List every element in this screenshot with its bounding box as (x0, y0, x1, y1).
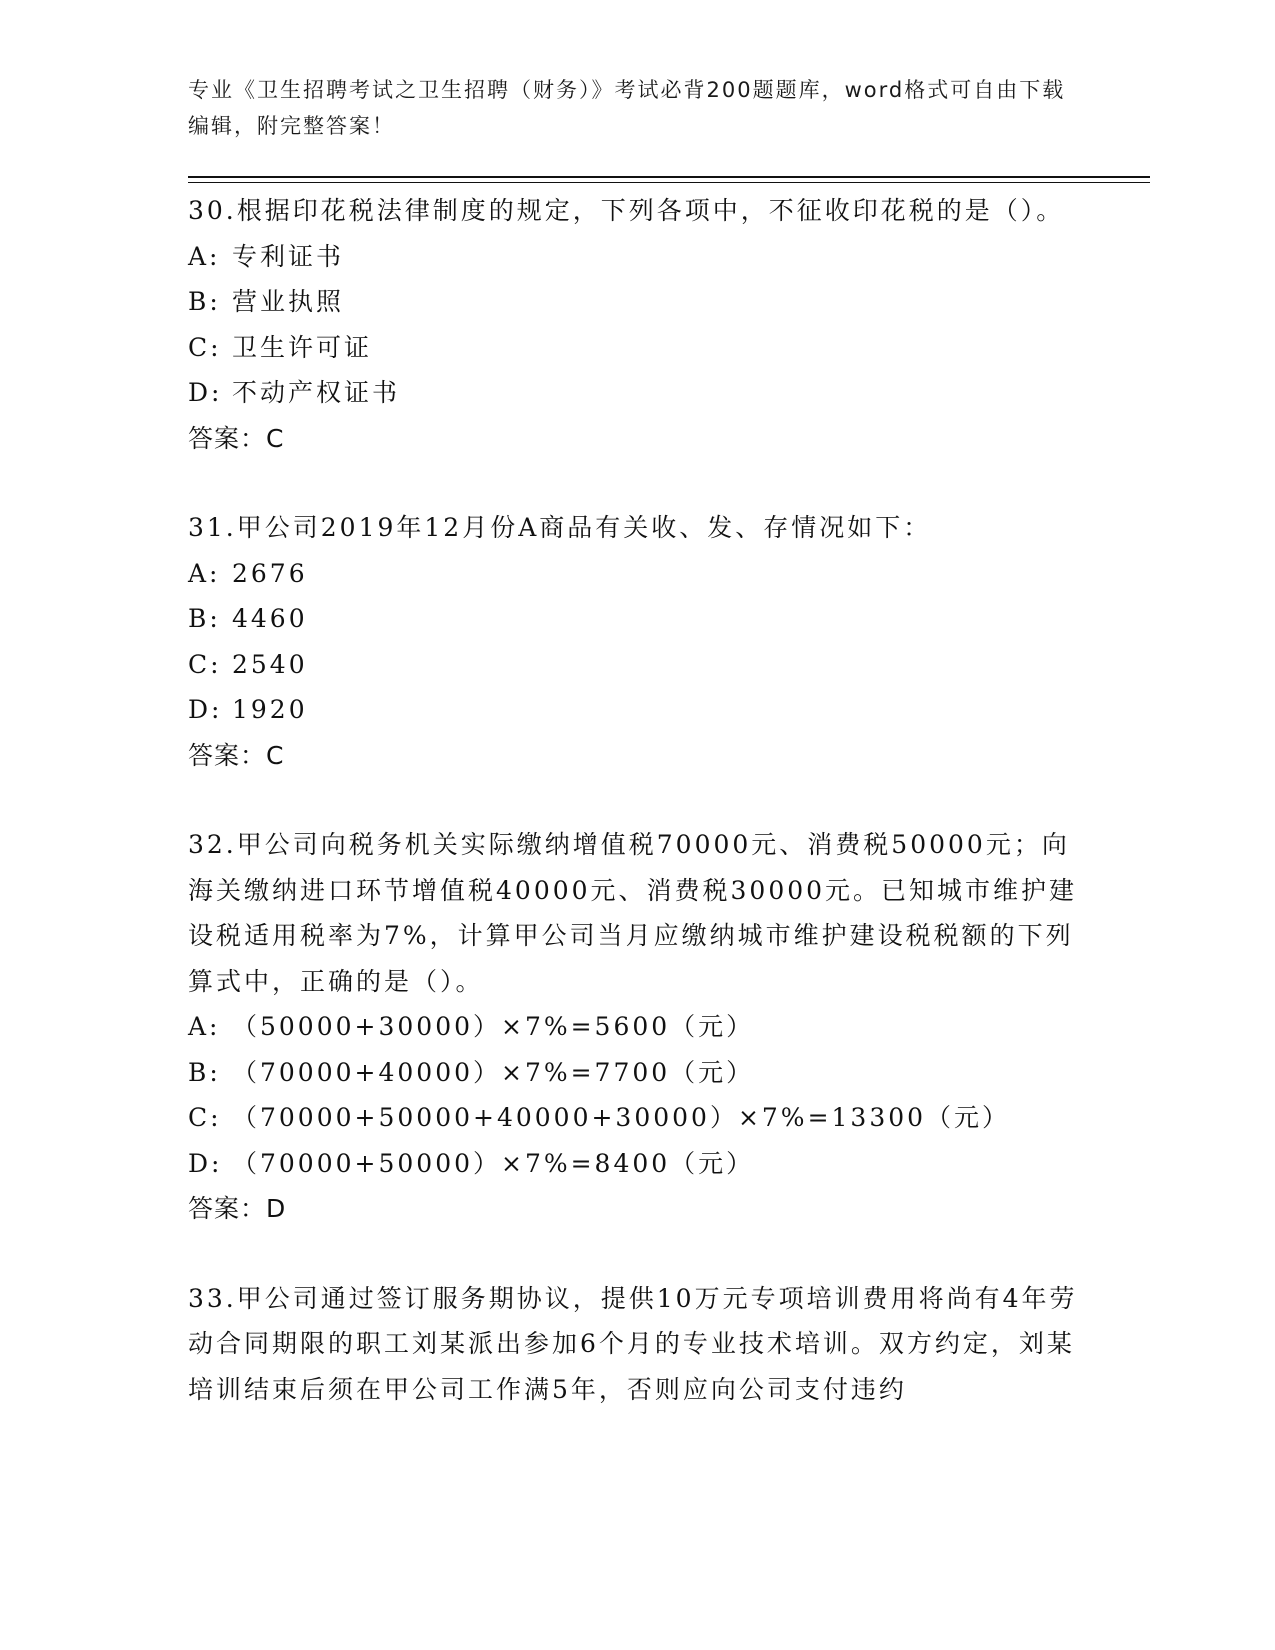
option-text: （50000+30000）×7%=5600（元） (232, 1012, 755, 1041)
option-c (188, 642, 1088, 688)
option-text: 2540 (232, 649, 308, 679)
option-text: 卫生许可证 (232, 332, 373, 362)
option-a (188, 1004, 1088, 1050)
question-stem: 30.根据印花税法律制度的规定，下列各项中，不征收印花税的是（）。 (188, 196, 1065, 225)
option-a (188, 234, 1088, 280)
question-list (188, 188, 1088, 1456)
option-b (188, 279, 1088, 325)
option-text: （70000+50000+40000+30000）×7%=13300（元） (232, 1103, 1011, 1132)
option-letter: B: (188, 1057, 221, 1087)
option-letter: C: (188, 649, 222, 679)
option-letter: C: (188, 332, 222, 362)
option-letter: A: (188, 241, 221, 271)
question-stem: 32.甲公司向税务机关实际缴纳增值税70000元、消费税50000元；向海关缴纳进口环节增值税40000元、消费税30000元。已知城市维护建设税适用税率为7%，计算甲公司当月应缴纳城市维护建设税税额的下列算式中，正确的是（）。 (188, 830, 1078, 996)
option-d (188, 1141, 1088, 1187)
answer-label: 答案：C (188, 740, 285, 770)
option-letter: D: (188, 695, 223, 724)
option-text: （70000+40000）×7%=7700（元） (232, 1057, 755, 1087)
question-32 (188, 822, 1088, 1232)
answer-label: 答案：C (188, 423, 285, 453)
question-stem: 31.甲公司2019年12月份A商品有关收、发、存情况如下： (188, 513, 932, 542)
document-header: 专业《卫生招聘考试之卫生招聘（财务）》考试必背200题题库，word格式可自由下载编辑，附完整答案！ (188, 78, 1066, 138)
header-divider-thick (188, 176, 1150, 178)
option-b (188, 1050, 1088, 1096)
option-text: （70000+50000）×7%=8400（元） (232, 1148, 755, 1178)
option-letter: D: (188, 378, 223, 407)
option-text: 4460 (232, 604, 308, 633)
option-text: 营业执照 (232, 287, 345, 316)
question-stem: 33.甲公司通过签订服务期协议，提供10万元专项培训费用将尚有4年劳动合同期限的职工刘某派出参加6个月的专业技术培训。双方约定，刘某培训结束后须在甲公司工作满5年，否则应向公司支付违约 (188, 1283, 1078, 1404)
option-text: 专利证书 (232, 241, 345, 271)
question-31 (188, 505, 1088, 778)
question-33 (188, 1276, 1088, 1413)
option-text: 1920 (232, 695, 308, 724)
option-letter: A: (188, 1012, 221, 1041)
option-letter: C: (188, 1103, 222, 1132)
option-letter: D: (188, 1148, 223, 1178)
header-divider-thin (188, 182, 1150, 183)
option-c (188, 1095, 1088, 1141)
option-letter: A: (188, 558, 221, 588)
option-a (188, 551, 1088, 597)
option-d (188, 370, 1088, 416)
option-c (188, 325, 1088, 371)
option-text: 不动产权证书 (232, 378, 401, 407)
question-30 (188, 188, 1088, 461)
option-letter: B: (188, 287, 221, 316)
answer-label: 答案：D (188, 1194, 287, 1223)
option-b (188, 596, 1088, 642)
option-letter: B: (188, 604, 221, 633)
option-text: 2676 (232, 558, 308, 588)
option-d (188, 687, 1088, 733)
